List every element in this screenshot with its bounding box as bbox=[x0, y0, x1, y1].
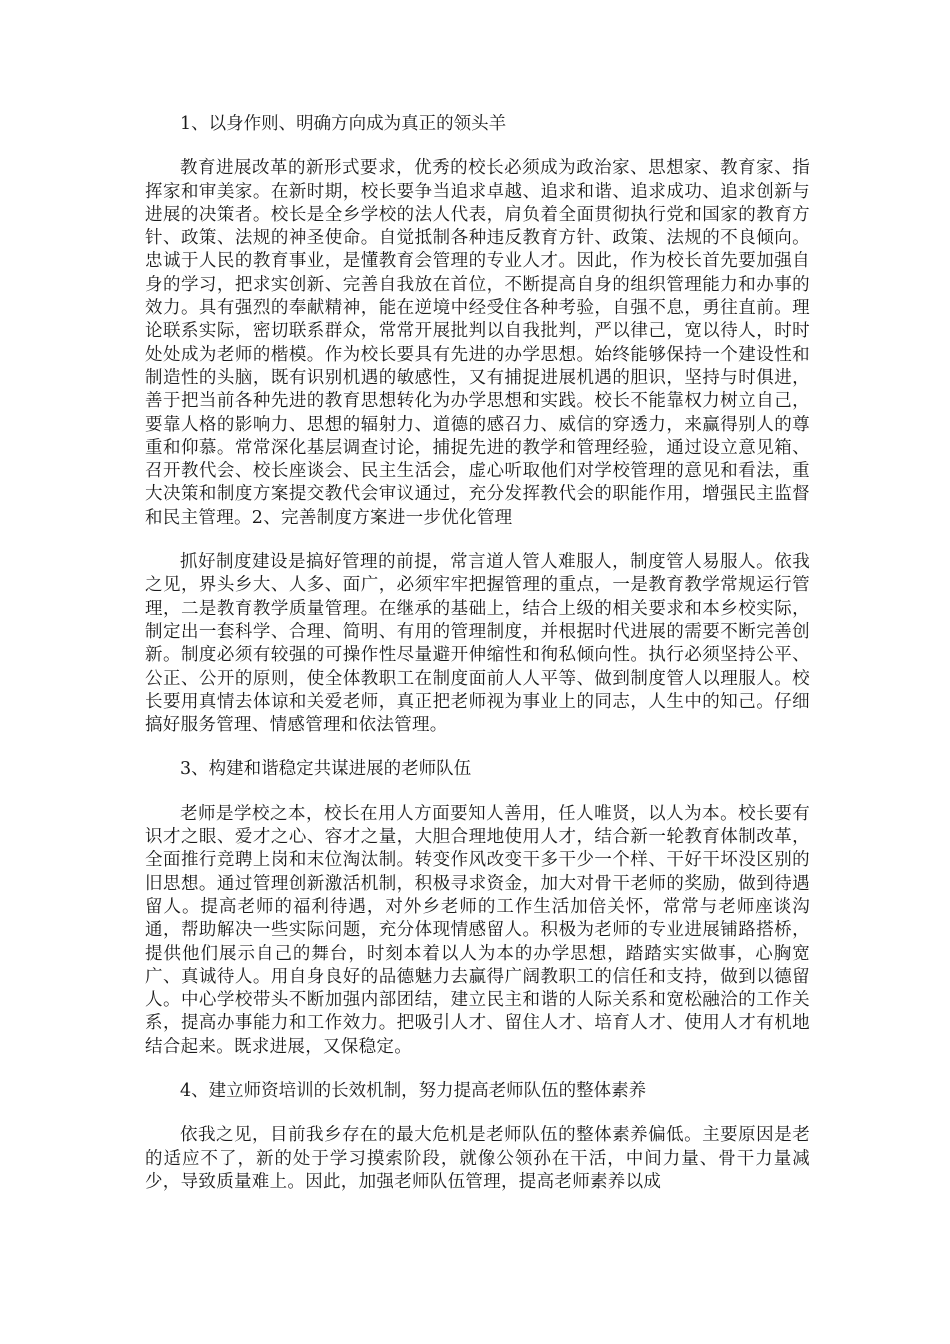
document-body bbox=[145, 113, 810, 1194]
paragraph-3: 老师是学校之本，校长在用人方面要知人善用，任人唯贤，以人为本。校长要有识才之眼、爱才之心、容才之量，大胆合理地使用人才，结合新一轮教育体制改革，全面推行竞聘上岗和末位淘汰制。转变作风改变干多干少一个样、干好干坏没区别的旧思想。通过管理创新激活机制，积极寻求资金，加大对骨干老师的奖励，做到待遇留人。提高老师的福利待遇，对外乡老师的工作生活加倍关怀，常常与老师座谈沟通，帮助解决一些实际问题，充分体现情感留人。积极为老师的专业进展铺路搭桥，提供他们展示自己的舞台，时刻本着以人为本的办学思想，踏踏实实做事，心胸宽广、真诚待人。用自身良好的品德魅力去赢得广阔教职工的信任和支持，做到以德留人。中心学校带头不断加强内部团结，建立民主和谐的人际关系和宽松融洽的工作关系，提高办事能力和工作效力。把吸引人才、留住人才、培育人才、使用人才有机地结合起来。既求进展，又保稳定。 bbox=[145, 803, 810, 1057]
section-heading-1: 1、以身作则、明确方向成为真正的领头羊 bbox=[180, 114, 507, 134]
section-heading-4: 4、建立师资培训的长效机制，努力提高老师队伍的整体素养 bbox=[180, 1080, 647, 1101]
paragraph-4: 依我之见，目前我乡存在的最大危机是老师队伍的整体素养偏低。主要原因是老的适应不了，新的处于学习摸索阶段，就像公领孙在干活，中间力量、骨干力量减少，导致质量难上。因此，加强老师队伍管理，提高老师素养以成 bbox=[145, 1125, 810, 1192]
section-heading-3: 3、构建和谐稳定共谋进展的老师队伍 bbox=[180, 759, 472, 780]
paragraph-1: 教育进展改革的新形式要求，优秀的校长必须成为政治家、思想家、教育家、指挥家和审美家。在新时期，校长要争当追求卓越、追求和谐、追求成功、追求创新与进展的决策者。校长是全乡学校的法人代表，肩负着全面贯彻执行党和国家的教育方针、政策、法规的神圣使命。自觉抵制各种违反教育方针、政策、法规的不良倾向。忠诚于人民的教育事业，是懂教育会管理的专业人才。因此，作为校长首先要加强自身的学习，把求实创新、完善自我放在首位，不断提高自身的组织管理能力和办事的效力。具有强烈的奉献精神，能在逆境中经受住各种考验，自强不息，勇往直前。理论联系实际，密切联系群众，常常开展批判以自我批判，严以律己，宽以待人，时时处处成为老师的楷模。作为校长要具有先进的办学思想。始终能够保持一个建设性和制造性的头脑，既有识别机遇的敏感性，又有捕捉进展机遇的胆识，坚持与时俱进，善于把当前各种先进的教育思想转化为办学思想和实践。校长不能靠权力树立自己，要靠人格的影响力、思想的辐射力、道德的感召力、威信的穿透力，来赢得别人的尊重和仰慕。常常深化基层调查讨论，捕捉先进的教学和管理经验，通过设立意见箱、召开教代会、校长座谈会、民主生活会，虚心听取他们对学校管理的意见和看法，重大决策和制度方案提交教代会审议通过，充分发挥教代会的职能作用，增强民主监督和民主管理。2、完善制度方案进一步优化管理 bbox=[145, 158, 810, 528]
paragraph-2: 抓好制度建设是搞好管理的前提，常言道人管人难服人，制度管人易服人。依我之见，界头乡大、人多、面广，必须牢牢把握管理的重点，一是教育教学常规运行管理，二是教育教学质量管理。在继承的基础上，结合上级的相关要求和本乡校实际，制定出一套科学、合理、简明、有用的管理制度，并根据时代进展的需要不断完善创新。制度必须有较强的可操作性尽量避开伸缩性和徇私倾向性。执行必须坚持公平、公正、公开的原则，使全体教职工在制度面前人人平等、做到制度管人以理服人。校长要用真情去体谅和关爱老师，真正把老师视为事业上的同志，人生中的知己。仔细搞好服务管理、情感管理和依法管理。 bbox=[145, 552, 810, 736]
